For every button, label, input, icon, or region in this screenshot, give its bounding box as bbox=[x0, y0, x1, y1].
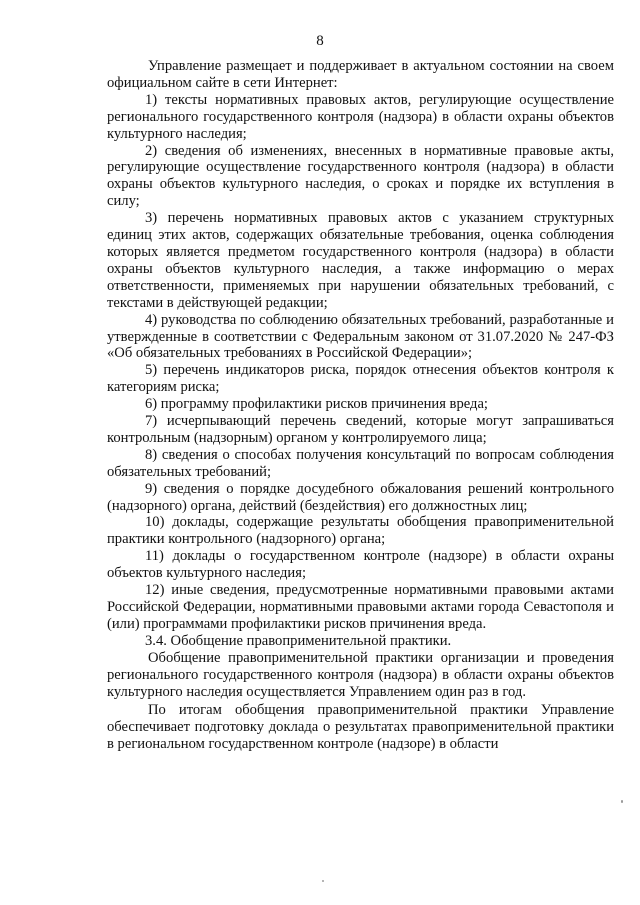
list-item-2: 2) сведения об изменениях, внесенных в нормативные правовые акты, регулирующие осуществление государственного контроля (надзора) в области охраны объектов культурного наследия, о сроках и порядке их вступления в силу; bbox=[107, 142, 614, 210]
list-item-9: 9) сведения о порядке досудебного обжалования решений контрольного (надзорного) органа, действий (бездействия) его должностных лиц; bbox=[107, 480, 614, 514]
list-item-12: 12) иные сведения, предусмотренные нормативными правовыми актами Российской Федерации, нормативными правовыми актами города Севастополя и (или) программами профилактики рисков причинения вреда. bbox=[107, 582, 614, 632]
list-item-10: 10) доклады, содержащие результаты обобщения правоприменительной практики контрольного (надзорного) органа; bbox=[107, 514, 614, 548]
list-item-11: 11) доклады о государственном контроле (надзоре) в области охраны объектов культурного наследия; bbox=[107, 548, 614, 582]
paragraph-generalization: Обобщение правоприменительной практики организации и проведения регионального государственного контроля (надзора) в области охраны объектов культурного наследия осуществляется Управлением один раз в год. bbox=[107, 649, 614, 700]
list-item-8: 8) сведения о способах получения консультаций по вопросам соблюдения обязательных требований; bbox=[107, 446, 614, 480]
list-item-5: 5) перечень индикаторов риска, порядок отнесения объектов контроля к категориям риска; bbox=[107, 362, 614, 396]
section-heading: 3.4. Обобщение правоприменительной практики. bbox=[145, 632, 452, 649]
list-item-4: 4) руководства по соблюдению обязательных требований, разработанные и утвержденные в соответствии с Федеральным законом от 31.07.2020 № 247-ФЗ «Об обязательных требованиях в Российской Федерации»; bbox=[107, 311, 614, 362]
list-item-6: 6) программу профилактики рисков причинения вреда; bbox=[145, 396, 488, 413]
scan-dot bbox=[322, 880, 324, 882]
list-item-1: 1) тексты нормативных правовых актов, регулирующие осуществление регионального государственного контроля (надзора) в области охраны объектов культурного наследия; bbox=[107, 91, 614, 142]
paragraph-report: По итогам обобщения правоприменительной практики Управление обеспечивает подготовку доклада о результатах правоприменительной практики в региональном государственном контроле (надзоре) в области bbox=[107, 702, 614, 753]
body-text bbox=[107, 58, 614, 753]
list-item-7: 7) исчерпывающий перечень сведений, которые могут запрашиваться контрольным (надзорным) органом у контролируемого лица; bbox=[107, 413, 614, 446]
page-number: 8 bbox=[316, 33, 324, 49]
paragraph-intro: Управление размещает и поддерживает в актуальном состоянии на своем официальном сайте в сети Интернет: bbox=[107, 58, 614, 91]
scan-artifact bbox=[621, 800, 623, 803]
list-item-3: 3) перечень нормативных правовых актов с указанием структурных единиц этих актов, содержащих обязательные требования, оценка соблюдения которых является предметом государственного контроля (надзора) в области охраны объектов культурного наследия, а также информацию о мерах ответственности, применяемых при нарушении обязательных требований, с текстами в действующей редакции; bbox=[107, 210, 614, 311]
